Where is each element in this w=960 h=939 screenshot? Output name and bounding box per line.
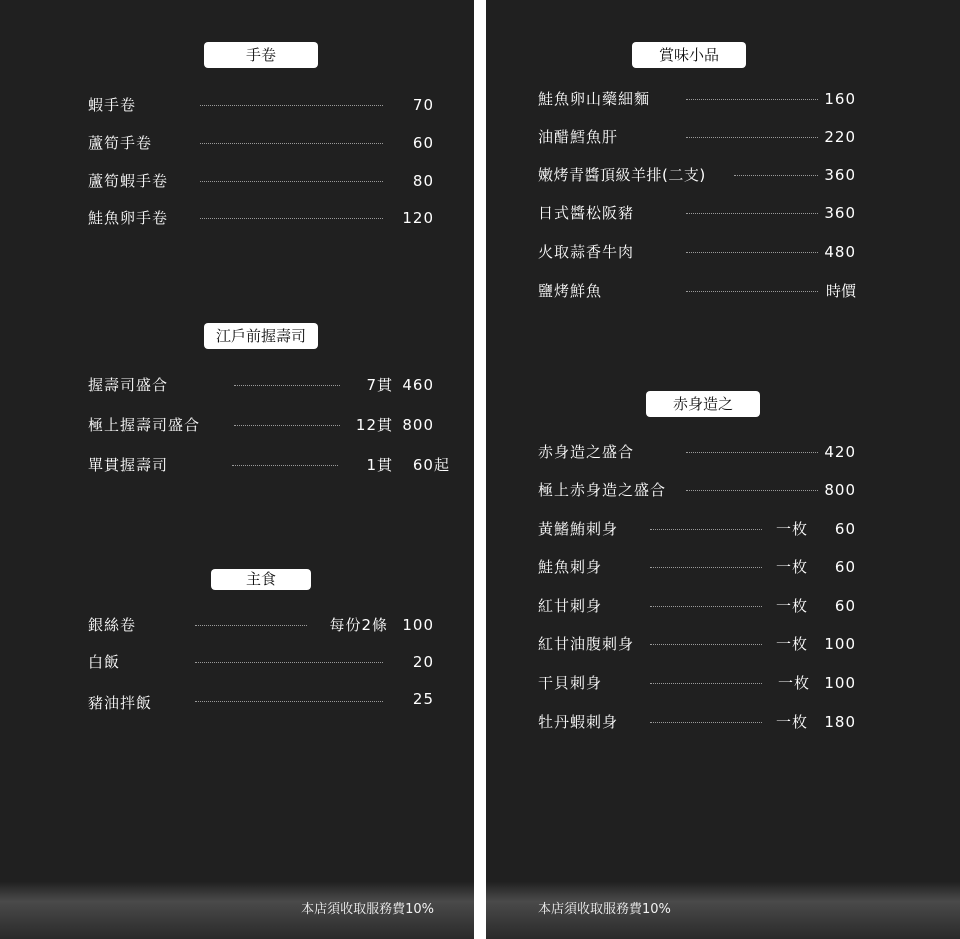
dotted-leader xyxy=(686,291,818,292)
item-price: 80 xyxy=(412,172,434,190)
dotted-leader xyxy=(200,105,383,106)
menu-item xyxy=(538,556,858,578)
item-name: 火取蒜香牛肉 xyxy=(538,243,635,261)
item-price: 420 xyxy=(824,443,856,461)
item-name: 白飯 xyxy=(88,653,121,671)
dotted-leader xyxy=(200,181,383,182)
item-name: 單貫握壽司 xyxy=(88,456,169,474)
dotted-leader xyxy=(650,606,762,607)
item-price: 480 xyxy=(824,243,856,261)
menu-item xyxy=(538,518,858,540)
section-heading-small-plates: 賞味小品 xyxy=(632,42,746,68)
item-price: 60 xyxy=(834,558,856,576)
footer-bar xyxy=(0,881,474,939)
item-price: 180 xyxy=(824,713,856,731)
menu-item xyxy=(538,479,858,501)
item-name: 紅甘刺身 xyxy=(538,597,603,615)
dotted-leader xyxy=(686,213,818,214)
menu-item xyxy=(88,690,438,712)
service-charge-note: 本店須收取服務費10% xyxy=(538,902,671,917)
item-price: 120 xyxy=(402,209,434,227)
dotted-leader xyxy=(234,425,340,426)
menu-item xyxy=(88,132,438,154)
item-price: 100 xyxy=(824,674,856,692)
item-name: 黃鰭鮪刺身 xyxy=(538,520,619,538)
item-price: 360 xyxy=(824,166,856,184)
menu-item xyxy=(538,202,858,224)
item-unit: 一枚 xyxy=(778,674,811,692)
item-name: 赤身造之盛合 xyxy=(538,443,635,461)
dotted-leader xyxy=(200,218,383,219)
item-name: 銀絲卷 xyxy=(88,616,137,634)
item-price: 70 xyxy=(412,96,434,114)
item-price: 60 xyxy=(412,134,434,152)
section-heading-staple: 主食 xyxy=(211,569,311,590)
item-name: 蘆筍蝦手卷 xyxy=(88,172,169,190)
item-name: 鮭魚卵山藥細麵 xyxy=(538,90,651,108)
item-unit: 一枚 xyxy=(776,520,809,538)
menu-item xyxy=(538,672,858,694)
section-heading-sashimi: 赤身造之 xyxy=(646,391,760,417)
item-name: 油醋鱈魚肝 xyxy=(538,128,619,146)
menu-item xyxy=(538,164,858,186)
item-name: 日式醬松阪豬 xyxy=(538,204,635,222)
dotted-leader xyxy=(200,143,383,144)
menu-item xyxy=(88,614,438,636)
item-name: 牡丹蝦刺身 xyxy=(538,713,619,731)
item-price: 60起 xyxy=(412,456,450,474)
item-name: 鮭魚卵手卷 xyxy=(88,209,169,227)
service-charge-note: 本店須收取服務費10% xyxy=(301,902,434,917)
item-unit: 一枚 xyxy=(776,558,809,576)
menu-item xyxy=(88,374,438,396)
menu-item xyxy=(538,633,858,655)
item-unit: 7貫 xyxy=(366,376,393,394)
menu-item xyxy=(88,170,438,192)
item-name: 極上握壽司盛合 xyxy=(88,416,201,434)
menu-item xyxy=(538,711,858,733)
item-name: 鮭魚刺身 xyxy=(538,558,603,576)
dotted-leader xyxy=(686,452,818,453)
menu-item xyxy=(538,241,858,263)
dotted-leader xyxy=(650,567,762,568)
item-price: 100 xyxy=(824,635,856,653)
item-price: 20 xyxy=(412,653,434,671)
section-heading-handroll: 手卷 xyxy=(204,42,318,68)
dotted-leader xyxy=(650,722,762,723)
menu-item xyxy=(538,441,858,463)
item-name: 嫩烤青醬頂級羊排(二支) xyxy=(538,166,706,184)
item-price: 25 xyxy=(412,690,434,708)
dotted-leader xyxy=(195,701,383,702)
item-price: 100 xyxy=(402,616,434,634)
item-name: 鹽烤鮮魚 xyxy=(538,282,603,300)
item-price: 60 xyxy=(834,597,856,615)
item-name: 極上赤身造之盛合 xyxy=(538,481,667,499)
menu-item xyxy=(88,414,438,436)
dotted-leader xyxy=(234,385,340,386)
dotted-leader xyxy=(650,529,762,530)
item-name: 蝦手卷 xyxy=(88,96,137,114)
section-heading-nigiri: 江戶前握壽司 xyxy=(204,323,318,349)
item-price: 460 xyxy=(402,376,434,394)
dotted-leader xyxy=(650,644,762,645)
item-name: 蘆筍手卷 xyxy=(88,134,153,152)
item-price: 800 xyxy=(402,416,434,434)
menu-item xyxy=(88,454,450,476)
item-unit: 一枚 xyxy=(776,597,809,615)
dotted-leader xyxy=(232,465,338,466)
item-unit: 每份2條 xyxy=(329,616,388,634)
item-price: 800 xyxy=(824,481,856,499)
dotted-leader xyxy=(734,175,818,176)
item-price: 360 xyxy=(824,204,856,222)
item-name: 豬油拌飯 xyxy=(88,694,153,712)
menu-item xyxy=(538,126,858,148)
dotted-leader xyxy=(686,490,818,491)
item-unit: 1貫 xyxy=(366,456,393,474)
price-suffix: 起 xyxy=(433,456,450,474)
menu-item xyxy=(538,595,858,617)
menu-item xyxy=(88,94,438,116)
item-price: 160 xyxy=(824,90,856,108)
dotted-leader xyxy=(686,99,818,100)
dotted-leader xyxy=(686,137,818,138)
menu-page-left xyxy=(0,0,474,939)
item-name: 紅甘油腹刺身 xyxy=(538,635,635,653)
item-name: 握壽司盛合 xyxy=(88,376,169,394)
item-unit: 一枚 xyxy=(776,713,809,731)
menu-item xyxy=(88,651,438,673)
item-price: 時價 xyxy=(825,282,856,300)
menu-item xyxy=(538,280,858,302)
menu-item xyxy=(538,88,858,110)
dotted-leader xyxy=(195,662,383,663)
menu-page-right xyxy=(486,0,960,939)
dotted-leader xyxy=(195,625,307,626)
item-unit: 一枚 xyxy=(776,635,809,653)
menu-item xyxy=(88,207,438,229)
footer-bar xyxy=(486,881,960,939)
item-name: 干貝刺身 xyxy=(538,674,603,692)
item-unit: 12貫 xyxy=(355,416,393,434)
dotted-leader xyxy=(650,683,762,684)
item-price: 220 xyxy=(824,128,856,146)
item-price: 60 xyxy=(834,520,856,538)
dotted-leader xyxy=(686,252,818,253)
